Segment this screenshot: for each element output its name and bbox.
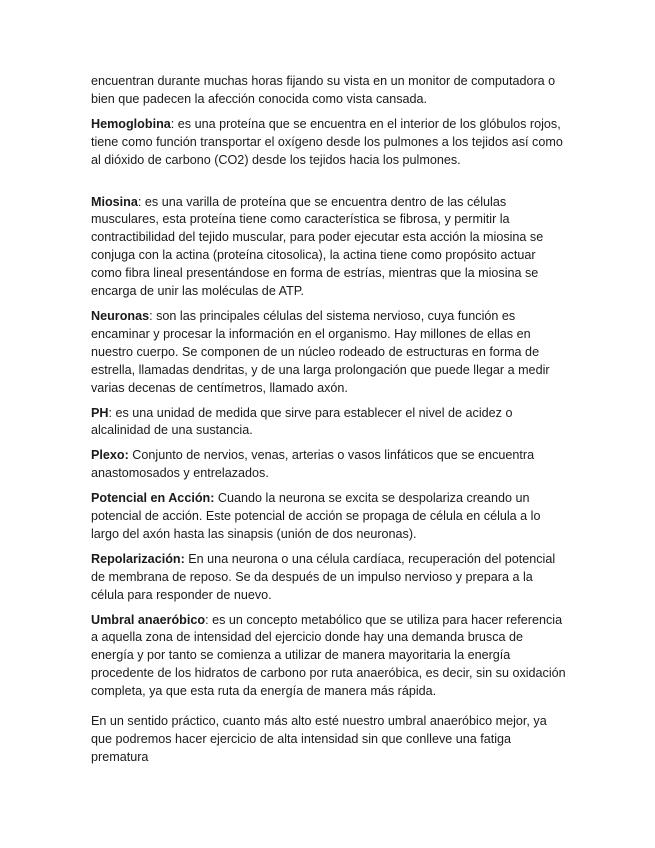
definition-text: : son las principales células del sistema nervioso, cuya función es encaminar y procesar la información en el organismo. Hay millones de ellas en nuestro cuerpo. Se componen de un núcleo rodeado de estructuras en forma de estrella, llamadas dendritas, y de una larga prolongación que puede llegar a medir varias decenas de centímetros, llamado axón. bbox=[91, 308, 550, 395]
definition-umbral-anaerobico bbox=[91, 612, 569, 702]
paragraph-text: encuentran durante muchas horas fijando su vista en un monitor de computadora o bien que padecen la afección conocida como vista cansada. bbox=[91, 74, 556, 106]
definition-repolarizacion bbox=[91, 551, 569, 605]
term-potencial-en-accion: Potencial en Acción: bbox=[91, 491, 215, 506]
term-neuronas: Neuronas bbox=[91, 308, 150, 323]
term-repolarizacion: Repolarización: bbox=[91, 551, 185, 566]
definition-text: : es una unidad de medida que sirve para establecer el nivel de acidez o alcalinidad de una sustancia. bbox=[91, 405, 513, 438]
definition-potencial-en-accion bbox=[91, 490, 569, 544]
definition-text: : es una varilla de proteína que se encuentra dentro de las células musculares, esta proteína tiene como característica se fibrosa, y permitir la contractibilidad del tejido muscular, para poder ejecutar esta acción la miosina se conjuga con la actina (proteína citosolica), la actina tiene como propósito actuar como fibra lineal presentándose en forma de estrías, mientras que la miosina se encarga de unir las moléculas de ATP. bbox=[91, 194, 544, 299]
definition-ph bbox=[91, 405, 569, 441]
term-umbral-anaerobico: Umbral anaeróbico bbox=[91, 612, 206, 627]
definition-text: Cuando la neurona se excita se despolariza creando un potencial de acción. Este potencial de acción se propaga de célula en célula a lo largo del axón hasta las sinapsis (unión de dos neuronas). bbox=[91, 491, 541, 541]
paragraph-sentido-practico bbox=[91, 713, 569, 767]
definition-hemoglobina bbox=[91, 116, 569, 170]
term-ph: PH bbox=[91, 405, 109, 420]
term-miosina: Miosina bbox=[91, 194, 138, 209]
term-plexo: Plexo: bbox=[91, 448, 129, 463]
paragraph-text: En un sentido práctico, cuanto más alto esté nuestro umbral anaeróbico mejor, ya que podremos hacer ejercicio de alta intensidad sin que conlleve una fatiga prematura bbox=[91, 714, 547, 764]
definition-miosina bbox=[91, 194, 569, 301]
definition-text: Conjunto de nervios, venas, arterias o vasos linfáticos que se encuentra anastomosados y entrelazados. bbox=[91, 448, 535, 481]
definition-neuronas bbox=[91, 308, 569, 398]
paragraph-vista-cansada bbox=[91, 73, 569, 109]
term-hemoglobina: Hemoglobina bbox=[91, 116, 171, 131]
definition-text: En una neurona o una célula cardíaca, recuperación del potencial de membrana de reposo. Se da después de un impulso nervioso y prepara a la célula para responder de nuevo. bbox=[91, 551, 556, 602]
document-body bbox=[91, 73, 569, 774]
definition-plexo bbox=[91, 447, 569, 483]
definition-text: : es una proteína que se encuentra en el interior de los glóbulos rojos, tiene como función transportar el oxígeno desde los pulmones a los tejidos así como al dióxido de carbono (CO2) desde los tejidos hacia los pulmones. bbox=[91, 116, 563, 167]
definition-text: : es un concepto metabólico que se utiliza para hacer referencia a aquella zona de intensidad del ejercicio donde hay una demanda brusca de energía y por tanto se comienza a utilizar de manera mayoritaria la energía procedente de los hidratos de carbono por ruta anaeróbica, es decir, sin su oxidación completa, ya que esta ruta da energía de manera más rápida. bbox=[91, 612, 566, 699]
